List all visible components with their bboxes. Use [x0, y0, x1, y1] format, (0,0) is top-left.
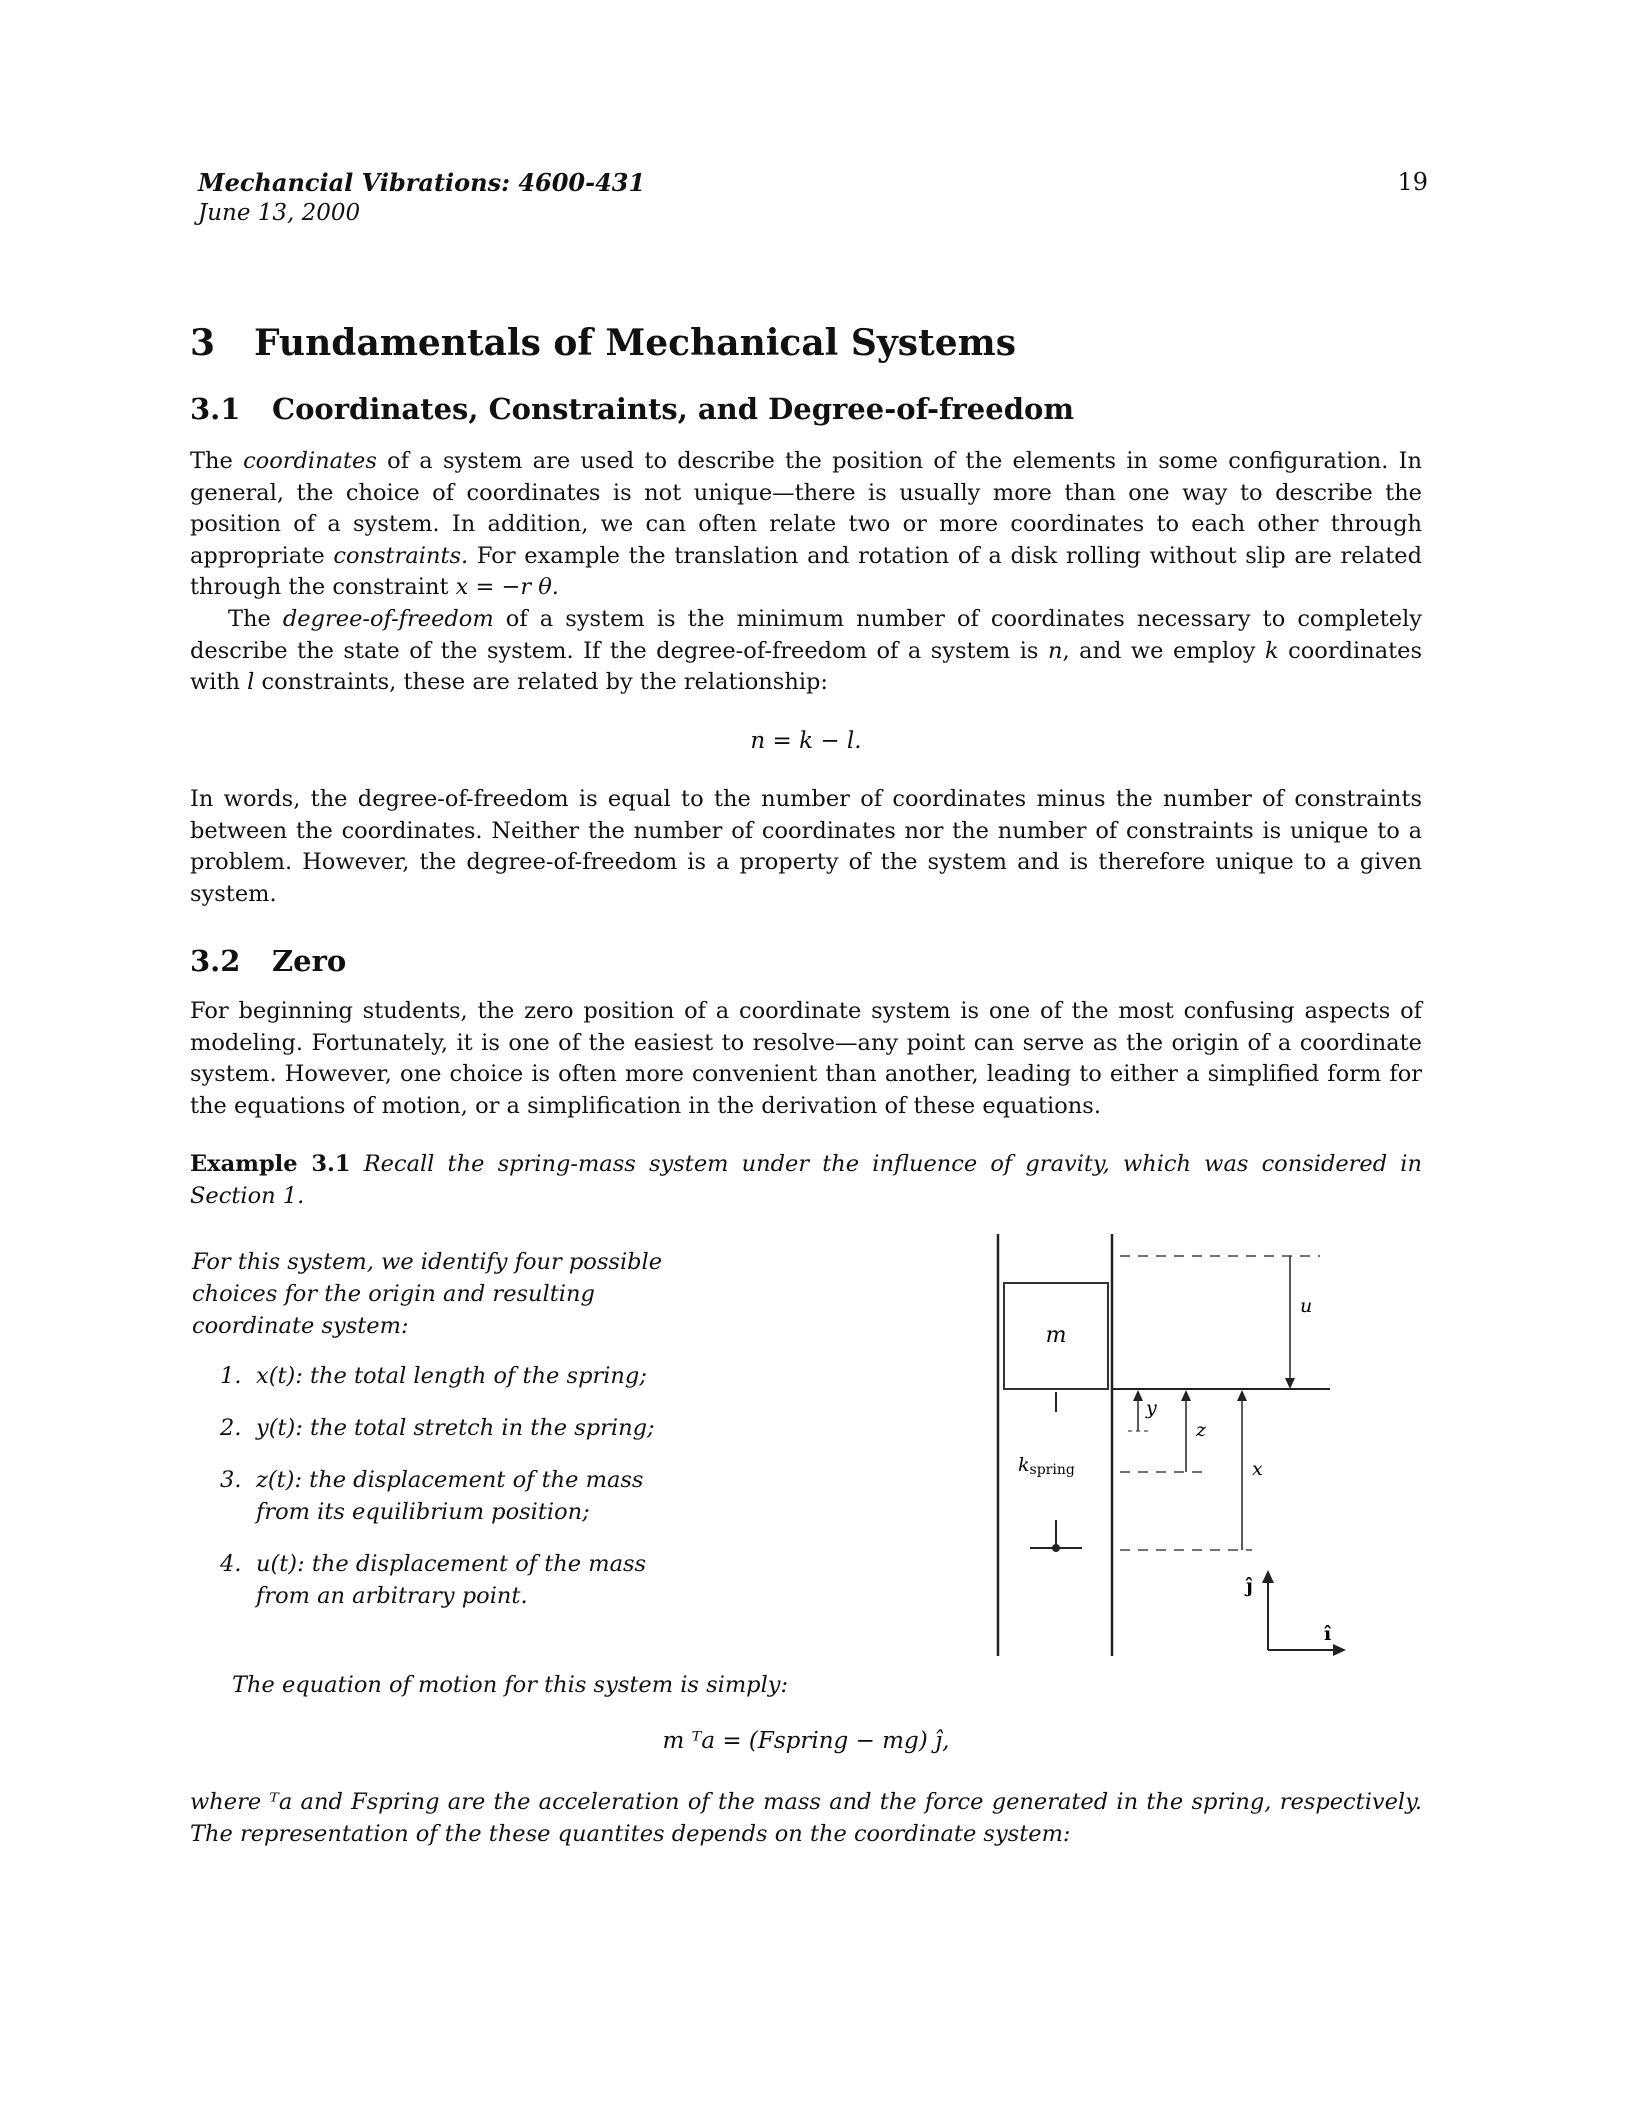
- spring-anchor-pin: [1052, 1544, 1060, 1552]
- section-heading: [190, 322, 1016, 364]
- paragraph-coordinates: [190, 446, 1422, 604]
- list-number: 3.: [220, 1467, 242, 1493]
- y-arrowhead: [1133, 1390, 1143, 1401]
- subsection-number: 3.2: [190, 944, 241, 978]
- spring-subscript: spring: [1029, 1462, 1075, 1478]
- paragraph-zero: For beginning students, the zero position of a coordinate system is one of the most confusing aspects of modeling. Fortunately, it is one of the easiest to resolve—any point can serve as the origin of a coordinate system. However, one choice is often more convenient than another, leading to either a simplified form for the equations of motion, or a simplification in the derivation of these equations.: [190, 998, 1422, 1119]
- list-item: [220, 1412, 680, 1444]
- example-heading: [190, 1148, 1422, 1212]
- i-hat-label: ı̂: [1324, 1623, 1332, 1645]
- list-text: x(t): the total length of the spring;: [256, 1363, 647, 1389]
- j-hat-label: ĵ: [1246, 1575, 1253, 1597]
- paragraph-degree-of-freedom: [190, 604, 1422, 699]
- z-arrowhead: [1181, 1390, 1191, 1401]
- text-run: of a system are used to describe the position of the elements in some configuration. In general, the choice of coordinates is not unique—there is usually more than one way to describe the position of a system. In addition, we can often relate two or more coordinates to each other through appropriate: [190, 448, 1423, 569]
- header-course-title: Mechancial Vibrations: 4600-431: [198, 168, 646, 197]
- text-run: For example the translation and rotation of a disk rolling without slip are related through the constraint: [190, 542, 1422, 600]
- inline-math-l: l: [247, 669, 255, 695]
- section-number: 3: [190, 322, 216, 364]
- mass-label: m: [1045, 1323, 1067, 1348]
- z-label: z: [1196, 1419, 1207, 1441]
- spring-label: [1018, 1454, 1075, 1478]
- paragraph-where: where ᵀa and Fspring are the acceleration of the mass and the force generated in the spring, respectively. The representation of the these quantites depends on the coordinate system:: [190, 1789, 1422, 1847]
- u-label: u: [1300, 1295, 1313, 1317]
- text-run: constraints, these are related by the relationship:: [254, 669, 829, 695]
- equation-dof: n = k − l.: [750, 728, 862, 754]
- text-run: The: [228, 606, 283, 632]
- emphasis-coordinates: coordinates: [243, 448, 377, 474]
- text-run: , and we employ: [1062, 637, 1266, 664]
- subsection-title: Zero: [272, 944, 347, 978]
- inline-math-n: n: [1047, 637, 1063, 664]
- inline-math-k: k: [1265, 637, 1279, 664]
- example-text: Recall the spring-mass system under the influence of gravity, which was considered in Section 1.: [190, 1151, 1422, 1209]
- subsection-title: Coordinates, Constraints, and Degree-of-freedom: [272, 392, 1075, 426]
- list-item: [220, 1360, 680, 1392]
- text-run: of a system is the minimum number of coordinates necessary to completely describe the state of the system. If the degree-of-freedom of a system is: [190, 606, 1422, 664]
- list-item: [220, 1548, 680, 1612]
- x-arrowhead: [1237, 1390, 1247, 1401]
- y-label: y: [1146, 1397, 1157, 1419]
- header-date: June 13, 2000: [198, 200, 361, 226]
- list-text: z(t): the displacement of the mass: [256, 1467, 644, 1493]
- page-number: 19: [1397, 168, 1428, 196]
- list-number: 1.: [220, 1363, 242, 1389]
- subsection-heading-zero: [190, 944, 346, 978]
- list-number: 4.: [220, 1551, 242, 1577]
- spring-mass-figure: [990, 1230, 1370, 1670]
- list-text-continuation: from its equilibrium position;: [256, 1499, 590, 1525]
- inline-math-constraint: x = −r θ.: [455, 574, 559, 600]
- subsection-number: 3.1: [190, 392, 241, 426]
- list-text: u(t): the displacement of the mass: [256, 1551, 647, 1577]
- j-arrowhead: [1262, 1570, 1274, 1583]
- example-label: Example 3.1: [190, 1151, 351, 1177]
- text-run: coordinates with: [190, 637, 1423, 695]
- list-text-continuation: from an arbitrary point.: [256, 1583, 528, 1609]
- text-run: The: [190, 448, 244, 474]
- u-arrowhead: [1285, 1378, 1295, 1389]
- x-label: x: [1252, 1458, 1263, 1480]
- paragraph-dof-explanation: In words, the degree-of-freedom is equal to the number of coordinates minus the number of constraints between the coordinates. Neither the number of coordinates nor the number of constraints is unique to a problem. However, the degree-of-freedom is a property of the system and is therefore unique to a given system.: [190, 786, 1422, 907]
- list-text: y(t): the total stretch in the spring;: [256, 1415, 655, 1441]
- list-number: 2.: [220, 1415, 242, 1441]
- equation-of-motion: m ᵀa = (Fspring − mg) ĵ,: [662, 1728, 950, 1754]
- eom-intro: The equation of motion for this system is simply:: [232, 1672, 789, 1698]
- spring-k: k: [1018, 1454, 1030, 1476]
- subsection-heading-coordinates: [190, 392, 1074, 426]
- example-intro: For this system, we identify four possible choices for the origin and resulting coordinate system:: [192, 1249, 663, 1339]
- emphasis-constraints: constraints.: [333, 542, 469, 569]
- section-title: Fundamentals of Mechanical Systems: [254, 322, 1016, 364]
- i-arrowhead: [1333, 1644, 1346, 1656]
- list-item: [220, 1464, 680, 1528]
- emphasis-degree-of-freedom: degree-of-freedom: [282, 606, 494, 632]
